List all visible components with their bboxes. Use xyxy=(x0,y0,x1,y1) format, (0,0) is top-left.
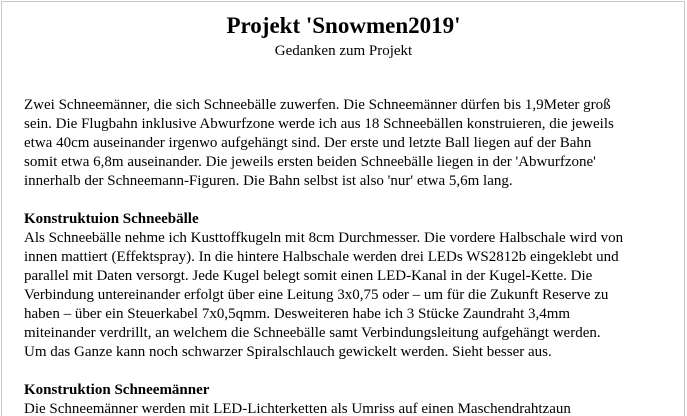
snowmen-paragraph xyxy=(24,400,674,416)
intro-line: etwa 40cm auseinander irgenwo aufgehängt sind. Der erste und letzte Ball liegen auf der Bahn xyxy=(24,135,592,151)
section-heading-snowballs: Konstruktuion Schneebälle xyxy=(24,211,199,227)
snowmen-line: Die Schneemänner werden mit LED-Lichterketten als Umriss auf einen Maschendrahtzaun xyxy=(24,401,571,416)
page-subtitle: Gedanken zum Projekt xyxy=(274,43,413,59)
document-body xyxy=(24,96,674,416)
intro-line: sein. Die Flugbahn inklusive Abwurfzone werde ich aus 18 Schneebällen konstruieren, die jeweils xyxy=(24,116,614,132)
snowballs-line: Um das Ganze kann noch schwarzer Spiralschlauch gewickelt werden. Sieht besser aus. xyxy=(24,344,552,360)
intro-paragraph xyxy=(24,96,674,191)
snowballs-line: haben – über ein Steuerkabel 7x0,5qmm. Desweiteren habe ich 3 Stücke Zaundraht 3,4mm xyxy=(24,306,571,322)
intro-line: somit etwa 6,8m auseinander. Die jeweils ersten beiden Schneebälle liegen in der 'Abwurfzone' xyxy=(24,154,596,170)
snowballs-line: parallel mit Daten versorgt. Jede Kugel belegt somit einen LED-Kanal in der Kugel-Kette. Die xyxy=(24,268,593,284)
snowballs-line: Verbindung untereinander erfolgt über eine Leitung 3x0,75 oder – um für die Zukunft Reserve zu xyxy=(24,287,609,303)
paragraph-spacer xyxy=(24,362,674,381)
intro-line: innerhalb der Schneemann-Figuren. Die Bahn selbst ist also 'nur' etwa 5,6m lang. xyxy=(24,173,513,189)
section-heading-snowmen: Konstruktion Schneemänner xyxy=(24,382,210,398)
page-title: Projekt 'Snowmen2019' xyxy=(226,13,461,38)
paragraph-spacer xyxy=(24,191,674,210)
snowballs-line: miteinander verdrillt, an welchem die Schneebälle samt Verbindungsleitung aufgehängt werden. xyxy=(24,325,601,341)
snowballs-line: innen mattiert (Effektspray). In die hintere Halbschale werden drei LEDs WS2812b eingeklebt und xyxy=(24,249,619,265)
intro-line: Zwei Schneemänner, die sich Schneebälle zuwerfen. Die Schneemänner dürfen bis 1,9Meter groß xyxy=(24,97,611,113)
snowballs-line: Als Schneebälle nehme ich Kusttoffkugeln mit 8cm Durchmesser. Die vordere Halbschale wird von xyxy=(24,230,624,246)
snowballs-paragraph xyxy=(24,229,674,362)
